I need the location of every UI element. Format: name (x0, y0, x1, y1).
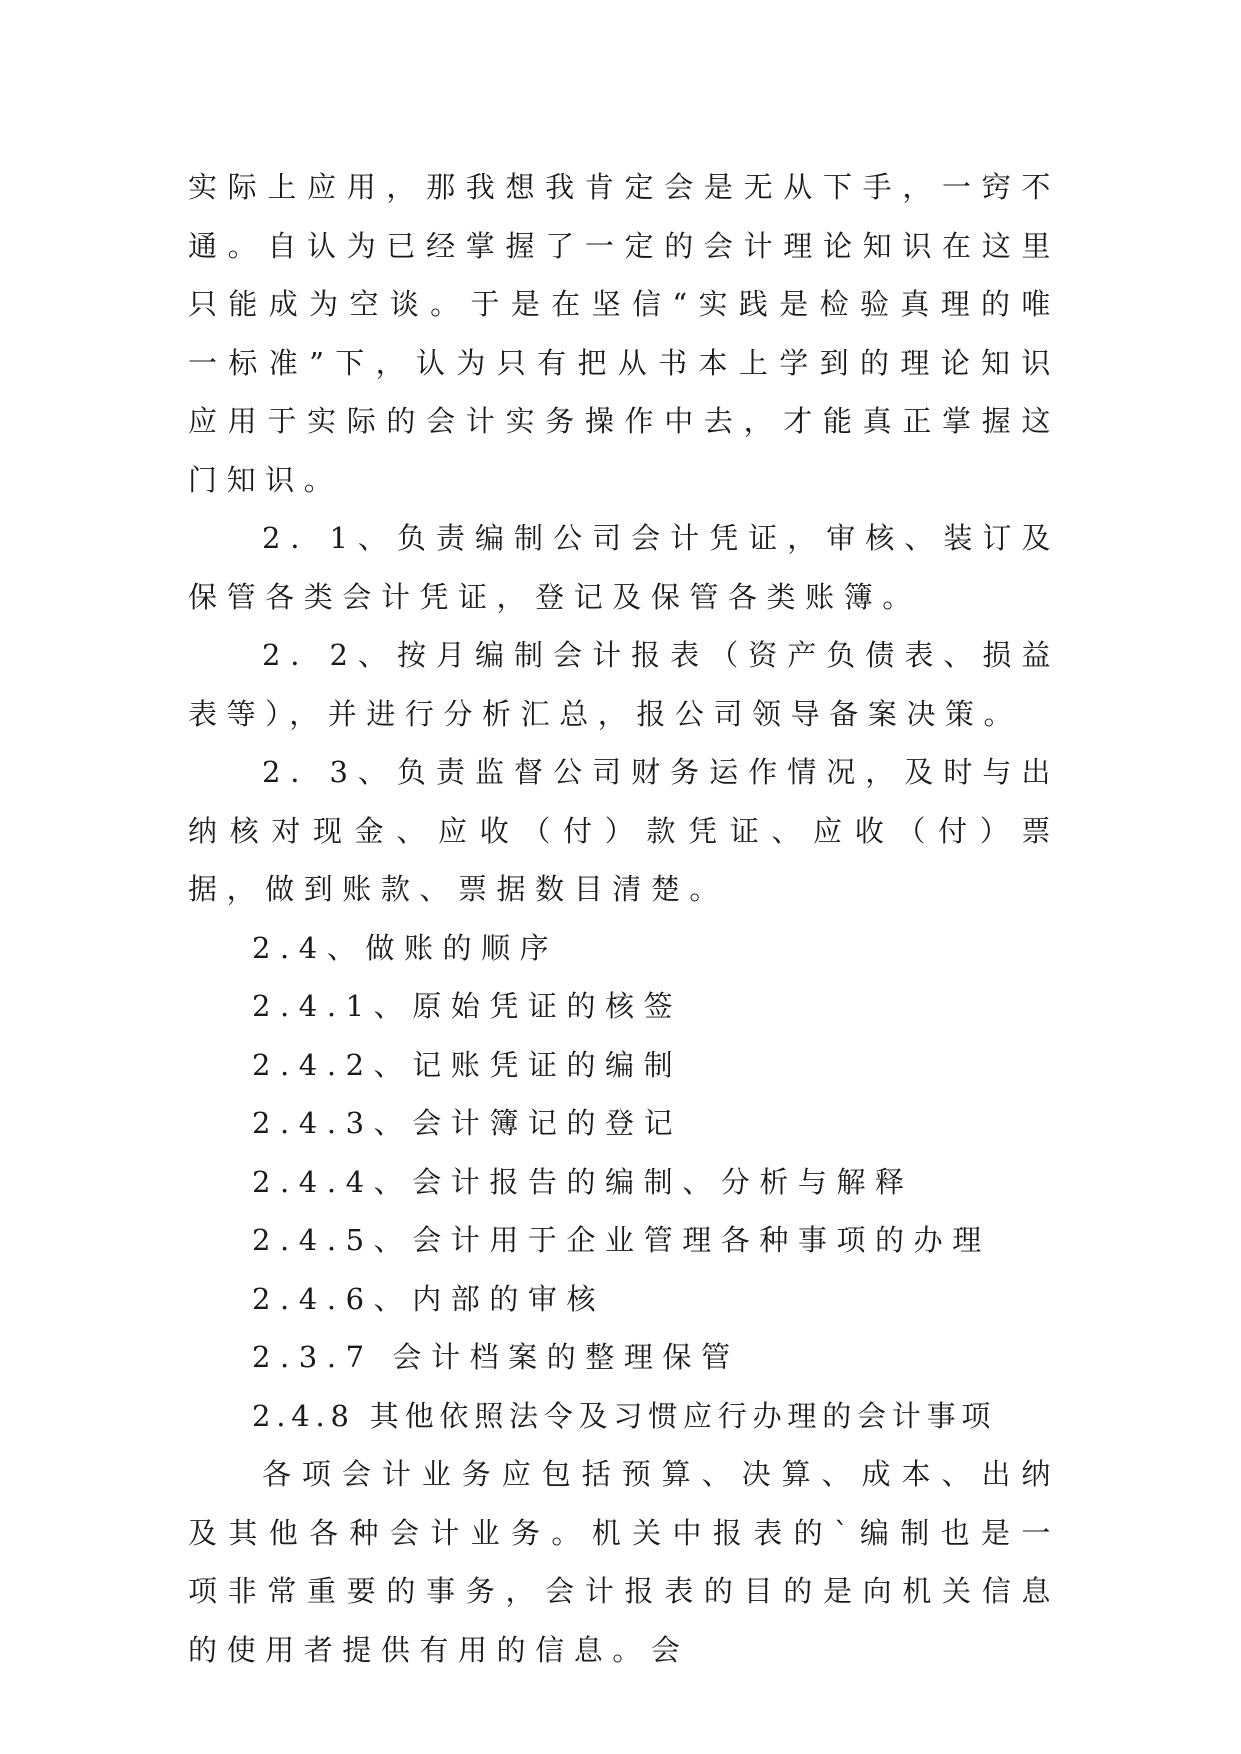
list-item-2-4-8: 2.4.8 其他依照法令及习惯应行办理的会计事项 (252, 1398, 997, 1433)
paragraph-2-2: 2．2、按月编制会计报表（资产负债表、损益表等），并进行分析汇总，报公司领导备案决策。 (188, 638, 1060, 731)
list-item-2-4-4: 2.4.4、会计报告的编制、分析与解释 (252, 1164, 914, 1199)
list-item-2-4-1: 2.4.1、原始凭证的核签 (252, 989, 683, 1023)
paragraph-closing: 各项会计业务应包括预算、决算、成本、出纳及其他各种会计业务。机关中报表的`编制也是一项非常重要的事务，会计报表的目的是向机关信息的使用者提供有用的信息。会 (188, 1457, 1060, 1667)
paragraph-2-3: 2．3、负责监督公司财务运作情况，及时与出纳核对现金、应收（付）款凭证、应收（付）票据，做到账款、票据数目清楚。 (188, 755, 1060, 906)
list-item-2-4-2: 2.4.2、记账凭证的编制 (252, 1047, 683, 1082)
list-item-2-4: 2.4、做账的顺序 (252, 930, 559, 965)
list-item-2-3-7: 2.3.7 会计档案的整理保管 (252, 1340, 740, 1374)
paragraph-2-1: 2．1、负责编制公司会计凭证，审核、装订及保管各类会计凭证，登记及保管各类账簿。 (188, 521, 1060, 614)
document-body (188, 158, 1060, 1679)
paragraph-practice: 实际上应用，那我想我肯定会是无从下手，一窍不通。自认为已经掌握了一定的会计理论知识在这里只能成为空谈。于是在坚信“实践是检验真理的唯一标准”下，认为只有把从书本上学到的理论知识应用于实际的会计实务操作中去，才能真正掌握这门知识。 (188, 170, 1060, 497)
list-item-2-4-5: 2.4.5、会计用于企业管理各种事项的办理 (252, 1223, 991, 1257)
list-item-2-4-6: 2.4.6、内部的审核 (252, 1281, 606, 1316)
list-item-2-4-3: 2.4.3、会计簿记的登记 (252, 1106, 683, 1140)
